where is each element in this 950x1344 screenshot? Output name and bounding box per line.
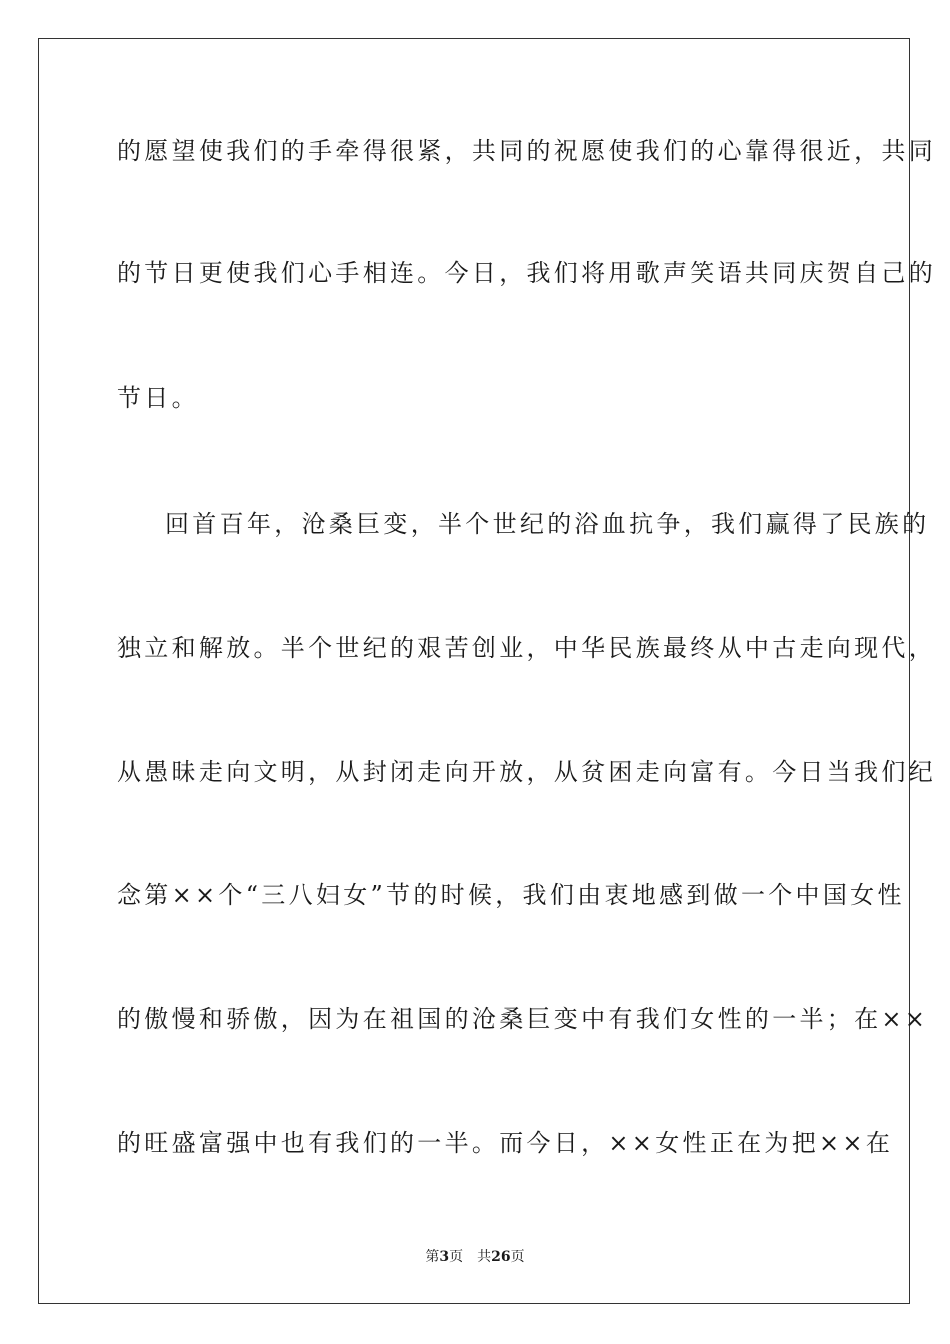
text-line-8: 的傲慢和骄傲，因为在祖国的沧桑巨变中有我们女性的一半；在×× xyxy=(117,1005,929,1033)
text-line-6: 从愚昧走向文明，从封闭走向开放，从贫困走向富有。今日当我们纪 xyxy=(117,758,936,786)
page-number: 3 xyxy=(439,1249,450,1265)
text-line-2: 的节日更使我们心手相连。今日，我们将用歌声笑语共同庆贺自己的 xyxy=(117,259,936,287)
total-pages: 26 xyxy=(491,1249,511,1265)
page-border xyxy=(38,38,936,1304)
page-prefix: 第 xyxy=(425,1249,440,1265)
text-line-1: 的愿望使我们的手牵得很紧，共同的祝愿使我们的心靠得很近，共同 xyxy=(117,137,936,165)
total-prefix: 共 xyxy=(477,1249,492,1265)
total-suffix: 页 xyxy=(510,1249,525,1265)
text-line-9: 的旺盛富强中也有我们的一半。而今日，××女性正在为把××在 xyxy=(117,1129,894,1157)
text-line-3: 节日。 xyxy=(117,384,199,412)
page-footer xyxy=(0,1248,950,1266)
page-suffix: 页 xyxy=(449,1249,464,1265)
text-line-7: 念第××个“三八妇女”节的时候，我们由衷地感到做一个中国女性 xyxy=(117,881,905,909)
text-line-4: 回首百年，沧桑巨变，半个世纪的浴血抗争，我们赢得了民族的 xyxy=(165,510,930,538)
text-line-5: 独立和解放。半个世纪的艰苦创业，中华民族最终从中古走向现代， xyxy=(117,634,936,662)
